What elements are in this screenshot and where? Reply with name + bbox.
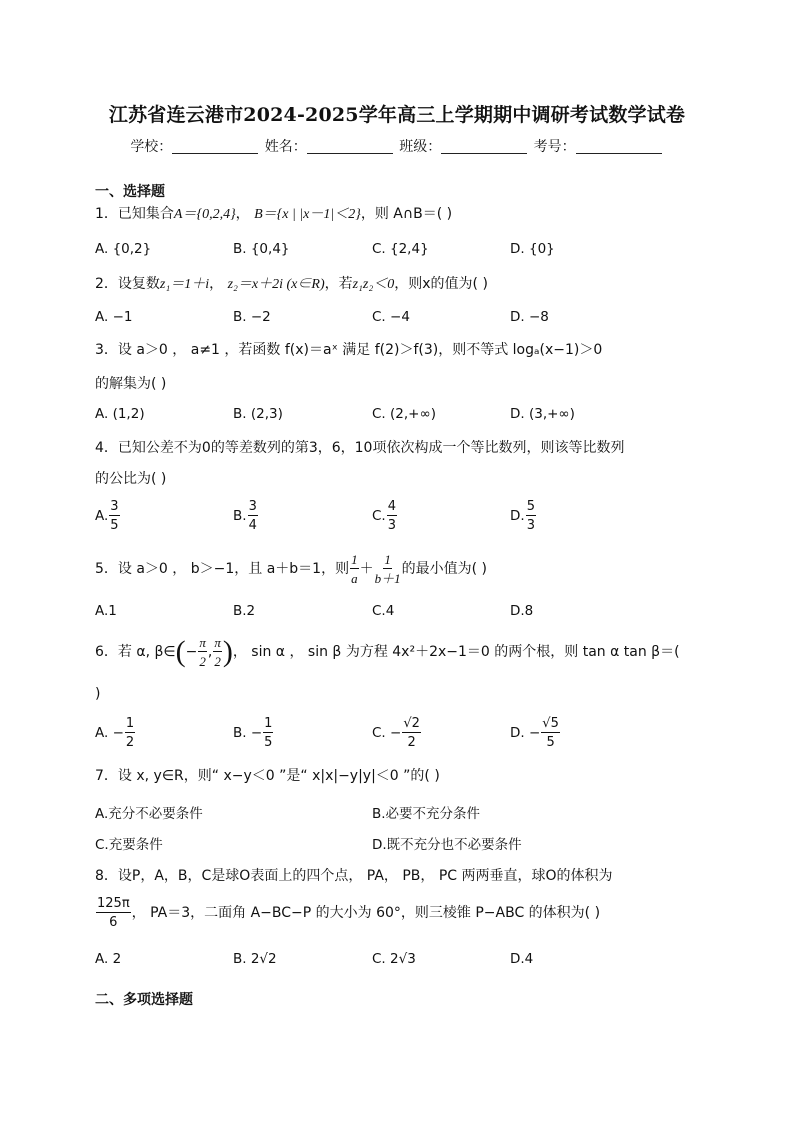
q3-option-a: A. (1,2)	[95, 406, 145, 422]
question-3-line-1: 3．设 a＞0 ， a≠1 ，若函数 f(x)＝aˣ 满足 f(2)＞f(3)，则不等式 logₐ(x−1)＞0	[95, 342, 603, 358]
school-label: 学校：	[130, 139, 173, 155]
q6-fraction-1-numerator: π	[199, 635, 206, 650]
question-8-line-1: 8．设P，A，B，C是球O表面上的四个点， PA， PB， PC 两两垂直，球O的体积为	[95, 868, 613, 884]
q4-option-d-denominator: 3	[526, 518, 535, 533]
q5-fraction-2-numerator: 1	[384, 552, 391, 567]
q6-option-c-denominator: 2	[407, 735, 416, 750]
question-6	[95, 636, 680, 668]
q6-fraction-2-denominator: 2	[214, 654, 221, 669]
q6-option-d-letter: D. −	[510, 725, 541, 741]
q4-option-c-fraction	[387, 500, 397, 532]
q4-option-a	[95, 500, 121, 532]
q5-plus: ＋	[359, 561, 374, 577]
q4-option-a-denominator: 5	[110, 518, 119, 533]
q6-option-c-fraction	[402, 717, 421, 749]
q1-option-b: B. {0,4}	[233, 241, 290, 257]
q3-option-d: D. (3,+∞)	[510, 406, 575, 422]
q6-option-a-numerator: 1	[125, 716, 135, 731]
q6-fraction-1	[198, 636, 207, 668]
q4-option-b-fraction	[248, 500, 258, 532]
q2-stem: 2．设复数	[95, 276, 160, 292]
q5-fraction-1	[350, 553, 359, 585]
q6-option-a-denominator: 2	[125, 735, 135, 750]
q4-option-d-fraction	[526, 500, 536, 532]
q6-option-b-fraction	[263, 717, 273, 749]
school-blank[interactable]	[172, 139, 258, 154]
number-blank[interactable]	[576, 139, 662, 154]
class-label: 班级：	[399, 139, 442, 155]
q2-option-c: C. −4	[372, 309, 410, 325]
q1-tail: ，则 A∩B＝( )	[360, 206, 453, 222]
q6-option-d-fraction	[541, 717, 560, 749]
q4-option-c	[372, 500, 398, 532]
q8-volume-numerator: 125π	[97, 896, 130, 911]
q2-tail: ，则x的值为( )	[394, 276, 488, 292]
q4-option-b-denominator: 4	[248, 518, 257, 533]
q5-tail: 的最小值为( )	[401, 561, 487, 577]
q6-fraction-2	[213, 636, 222, 668]
q4-option-c-denominator: 3	[387, 518, 396, 533]
q4-option-b-numerator: 3	[248, 499, 257, 514]
q6-tail: ， sin α ， sin β 为方程 4x²＋2x−1＝0 的两个根，则 tan α tan β＝(	[232, 644, 680, 660]
q8-option-c: C. 2√3	[372, 951, 416, 967]
number-label: 考号：	[533, 139, 576, 155]
q8-option-a: A. 2	[95, 951, 122, 967]
student-info-line	[0, 136, 794, 156]
section-heading-multi-choice: 二、多项选择题	[95, 992, 193, 1008]
q1-option-a: A. {0,2}	[95, 241, 152, 257]
q6-option-c-letter: C. −	[372, 725, 402, 741]
q2-z2: z₂＝x＋2i (x∈R)	[227, 277, 325, 292]
q6-fraction-2-numerator: π	[214, 635, 221, 650]
q6-left-paren: (	[175, 635, 186, 668]
q5-option-b: B.2	[233, 603, 256, 619]
q5-option-a: A.1	[95, 603, 117, 619]
q1-set-a: A＝{0,2,4}	[173, 207, 236, 222]
q2-cond: z₁z₂＜0	[352, 277, 395, 292]
q6-option-b	[233, 717, 274, 749]
q5-fraction-2	[375, 553, 401, 585]
q2-mid: ，若	[324, 276, 353, 292]
class-blank[interactable]	[441, 139, 527, 154]
q6-option-a	[95, 717, 136, 749]
q8-option-b: B. 2√2	[233, 951, 277, 967]
q4-option-b	[233, 500, 259, 532]
q1-stem: 1．已知集合	[95, 206, 174, 222]
q3-option-b: B. (2,3)	[233, 406, 283, 422]
q6-option-a-letter: A. −	[95, 725, 124, 741]
q5-option-d: D.8	[510, 603, 534, 619]
question-2: 2．设复数z₁＝1＋i， z₂＝x＋2i (x∈R)，若z₁z₂＜0，则x的值为( )	[95, 276, 488, 292]
q6-option-a-fraction	[125, 717, 135, 749]
q4-option-c-letter: C.	[372, 508, 386, 524]
q6-option-c-numerator: √2	[403, 716, 420, 731]
q6-stem: 6．若 α, β∈	[95, 644, 176, 660]
q3-option-c: C. (2,+∞)	[372, 406, 436, 422]
question-5	[95, 553, 487, 585]
page-title: 江苏省连云港市2024-2025学年高三上学期期中调研考试数学试卷	[108, 104, 686, 126]
q2-option-d: D. −8	[510, 309, 549, 325]
q2-option-a: A. −1	[95, 309, 133, 325]
question-4-line-2: 的公比为( )	[95, 471, 167, 487]
q6-option-d	[510, 717, 561, 749]
q6-option-b-numerator: 1	[264, 716, 273, 731]
q7-option-c: C.充要条件	[95, 837, 163, 853]
q6-comma: ,	[207, 644, 213, 660]
q6-option-b-letter: B. −	[233, 725, 263, 741]
q4-option-a-letter: A.	[95, 508, 109, 524]
q7-option-b: B.必要不充分条件	[372, 806, 481, 822]
q8-line-2-text: ， PA＝3，二面角 A−BC−P 的大小为 60°，则三棱锥 P−ABC 的体积为( )	[131, 905, 601, 921]
question-4-line-1: 4．已知公差不为0的等差数列的第3，6，10项依次构成一个等比数列，则该等比数列	[95, 440, 625, 456]
name-blank[interactable]	[307, 139, 393, 154]
q6-fraction-1-denominator: 2	[199, 654, 206, 669]
q1-option-c: C. {2,4}	[372, 241, 429, 257]
q5-fraction-2-denominator: b＋1	[374, 571, 401, 586]
question-7: 7．设 x, y∈R，则“ x−y＜0 ”是“ x|x|−y|y|＜0 ”的( )	[95, 768, 440, 784]
question-3-line-2: 的解集为( )	[95, 376, 167, 392]
q7-option-d: D.既不充分也不必要条件	[372, 837, 522, 853]
q6-option-c	[372, 717, 422, 749]
q6-minus: −	[185, 644, 198, 660]
q2-option-b: B. −2	[233, 309, 271, 325]
q6-option-d-denominator: 5	[546, 735, 555, 750]
q4-option-d-letter: D.	[510, 508, 525, 524]
q4-option-d	[510, 500, 537, 532]
q5-stem: 5．设 a＞0 ， b＞−1，且 a＋b＝1，则	[95, 561, 350, 577]
question-8-line-2	[95, 897, 600, 929]
q4-option-a-fraction	[109, 500, 119, 532]
q4-option-b-letter: B.	[233, 508, 247, 524]
q6-option-b-denominator: 5	[264, 735, 273, 750]
q5-fraction-1-numerator: 1	[351, 552, 358, 567]
question-1: 1．已知集合A＝{0,2,4}， B＝{x | |x－1|＜2}，则 A∩B＝( )	[95, 206, 453, 222]
q5-fraction-1-denominator: a	[351, 571, 358, 586]
q8-option-d: D.4	[510, 951, 534, 967]
question-6-line-2: )	[95, 686, 101, 702]
q7-option-a: A.充分不必要条件	[95, 806, 203, 822]
q4-option-c-numerator: 4	[387, 499, 396, 514]
q4-option-a-numerator: 3	[110, 499, 119, 514]
q8-volume-fraction	[96, 897, 131, 929]
q8-volume-denominator: 6	[109, 915, 118, 930]
q2-z1: z₁＝1＋i	[159, 277, 210, 292]
q6-option-d-numerator: √5	[542, 716, 559, 731]
q1-set-b: B＝{x | |x－1|＜2}	[254, 207, 361, 222]
name-label: 姓名：	[264, 139, 307, 155]
section-heading-choice: 一、选择题	[95, 184, 165, 200]
q6-right-paren: )	[222, 635, 233, 668]
q1-option-d: D. {0}	[510, 241, 555, 257]
q4-option-d-numerator: 5	[526, 499, 535, 514]
q5-option-c: C.4	[372, 603, 395, 619]
